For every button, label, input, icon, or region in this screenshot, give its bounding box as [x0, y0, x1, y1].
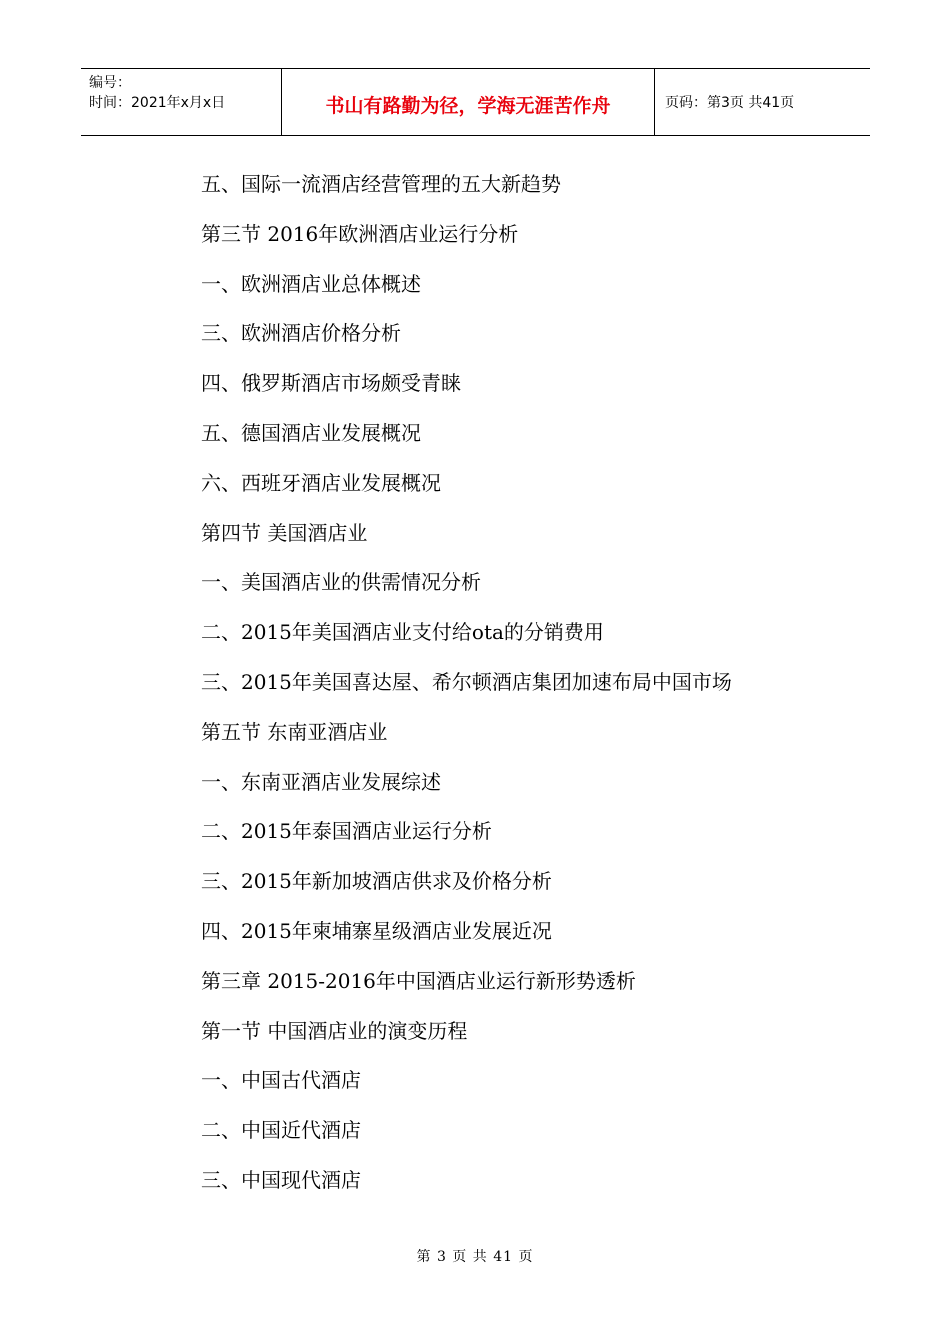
- header-page-info: 页码：第3页 共41页: [665, 95, 795, 111]
- document-number-label: 编号：: [89, 75, 131, 91]
- toc-entry: 四、2015年柬埔寨星级酒店业发展近况: [201, 918, 552, 943]
- page-footer: [0, 1246, 950, 1266]
- footer-page-number: 第 3 页 共 41 页: [416, 1249, 534, 1265]
- header-motto-cell: [282, 69, 655, 135]
- toc-entry: 三、中国现代酒店: [201, 1167, 361, 1192]
- document-header: [81, 68, 870, 136]
- document-date-label: 时间：2021年x月x日: [89, 95, 226, 111]
- header-page-cell: [655, 69, 870, 135]
- toc-entry: 第三章 2015-2016年中国酒店业运行新形势透析: [201, 968, 636, 993]
- toc-entry: 一、美国酒店业的供需情况分析: [201, 570, 481, 595]
- toc-entry: 一、欧洲酒店业总体概述: [201, 271, 421, 296]
- toc-entry: 六、西班牙酒店业发展概况: [201, 470, 441, 495]
- toc-entry: 第四节 美国酒店业: [201, 520, 368, 545]
- header-meta-cell: [81, 69, 282, 135]
- toc-entry: 第三节 2016年欧洲酒店业运行分析: [201, 221, 519, 246]
- toc-entry: 五、国际一流酒店经营管理的五大新趋势: [201, 172, 561, 196]
- toc-entry: 二、2015年泰国酒店业运行分析: [201, 819, 492, 844]
- toc-entry: 五、德国酒店业发展概况: [201, 420, 421, 445]
- toc-entry: 第五节 东南亚酒店业: [201, 719, 388, 744]
- toc-entry: 第一节 中国酒店业的演变历程: [201, 1018, 468, 1043]
- toc-entry: 四、俄罗斯酒店市场颇受青睐: [201, 371, 461, 396]
- toc-entry: 一、东南亚酒店业发展综述: [201, 769, 441, 794]
- toc-entry: 二、中国近代酒店: [201, 1118, 361, 1143]
- toc-entry: 三、2015年美国喜达屋、希尔顿酒店集团加速布局中国市场: [201, 669, 732, 694]
- toc-entry: 二、2015年美国酒店业支付给ota的分销费用: [201, 620, 604, 645]
- header-motto: 书山有路勤为径，学海无涯苦作舟: [325, 94, 611, 117]
- table-of-contents: [201, 168, 732, 1214]
- toc-entry: 三、欧洲酒店价格分析: [201, 321, 401, 346]
- toc-entry: 一、中国古代酒店: [201, 1068, 361, 1093]
- toc-entry: 三、2015年新加坡酒店供求及价格分析: [201, 869, 552, 894]
